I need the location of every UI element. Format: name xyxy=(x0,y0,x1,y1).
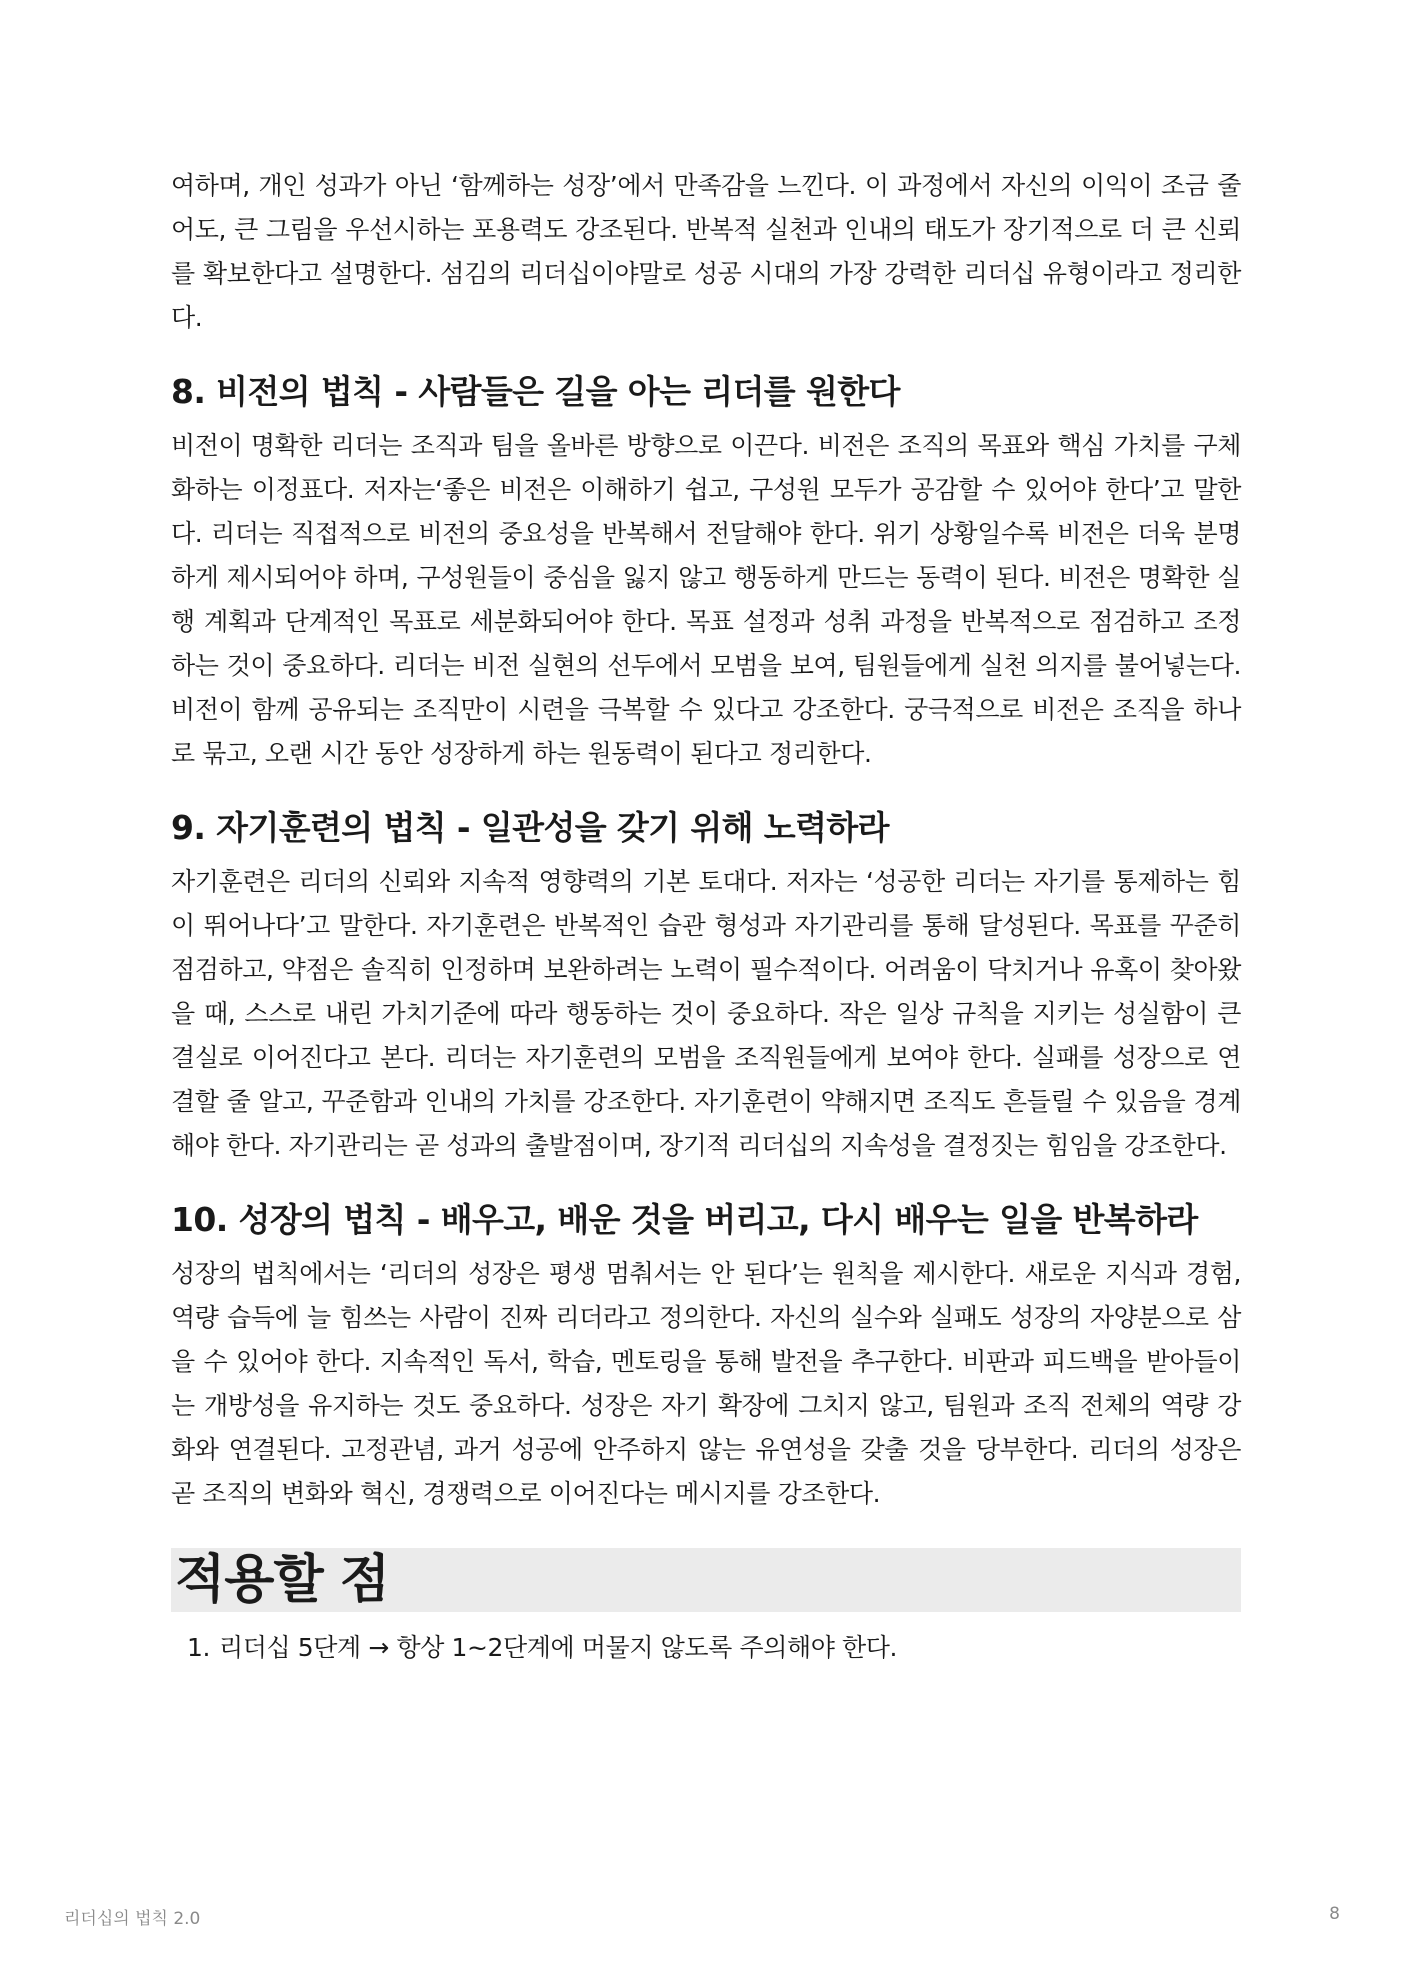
section-heading-self-discipline: 9. 자기훈련의 법칙 - 일관성을 갖기 위해 노력하라 xyxy=(171,808,889,847)
footer-page-number: 8 xyxy=(1329,1904,1340,1924)
section-heading-growth: 10. 성장의 법칙 - 배우고, 배운 것을 버리고, 다시 배우는 일을 반복하라 xyxy=(171,1200,1198,1239)
section-body-vision: 비전이 명확한 리더는 조직과 팀을 올바른 방향으로 이끈다. 비전은 조직의 목표와 핵심 가치를 구체화하는 이정표다. 저자는‘좋은 비전은 이해하기 쉽고, 구성원 모두가 공감할 수 있어야 한다’고 말한다. 리더는 직접적으로 비전의 중요성을 반복해서 전달해야 한다. 위기 상황일수록 비전은 더욱 분명하게 제시되어야 하며, 구성원들이 중심을 잃지 않고 행동하게 만드는 동력이 된다. 비전은 명확한 실행 계획과 단계적인 목표로 세분화되어야 한다. 목표 설정과 성취 과정을 반복적으로 점검하고 조정하는 것이 중요하다. 리더는 비전 실현의 선두에서 모범을 보여, 팀원들에게 실천 의지를 불어넣는다. 비전이 함께 공유되는 조직만이 시련을 극복할 수 있다고 강조한다. 궁극적으로 비전은 조직을 하나로 묶고, 오랜 시간 동안 성장하게 하는 원동력이 된다고 정리한다. xyxy=(171,431,1241,768)
apply-heading: 적용할 점 xyxy=(171,1548,1241,1612)
section-body-growth: 성장의 법칙에서는 ‘리더의 성장은 평생 멈춰서는 안 된다’는 원칙을 제시한다. 새로운 지식과 경험, 역량 습득에 늘 힘쓰는 사람이 진짜 리더라고 정의한다. 자신의 실수와 실패도 성장의 자양분으로 삼을 수 있어야 한다. 지속적인 독서, 학습, 멘토링을 통해 발전을 추구한다. 비판과 피드백을 받아들이는 개방성을 유지하는 것도 중요하다. 성장은 자기 확장에 그치지 않고, 팀원과 조직 전체의 역량 강화와 연결된다. 고정관념, 과거 성공에 안주하지 않는 유연성을 갖출 것을 당부한다. 리더의 성장은 곧 조직의 변화와 혁신, 경쟁력으로 이어진다는 메시지를 강조한다. xyxy=(171,1259,1241,1508)
footer-book-title: 리더십의 법칙 2.0 xyxy=(64,1909,201,1929)
list-item-number: 1. xyxy=(187,1633,211,1662)
list-item xyxy=(171,1626,1241,1670)
list-item-text: 리더십 5단계 → 항상 1~2단계에 머물지 않도록 주의해야 한다. xyxy=(219,1633,898,1662)
document-body xyxy=(171,164,1241,1670)
section-heading-vision: 8. 비전의 법칙 - 사람들은 길을 아는 리더를 원한다 xyxy=(171,372,900,411)
apply-list xyxy=(171,1626,1241,1670)
intro-paragraph: 여하며, 개인 성과가 아닌 ‘함께하는 성장’에서 만족감을 느낀다. 이 과정에서 자신의 이익이 조금 줄어도, 큰 그림을 우선시하는 포용력도 강조된다. 반복적 실천과 인내의 태도가 장기적으로 더 큰 신뢰를 확보한다고 설명한다. 섬김의 리더십이야말로 성공 시대의 가장 강력한 리더십 유형이라고 정리한다. xyxy=(171,171,1241,332)
section-body-self-discipline: 자기훈련은 리더의 신뢰와 지속적 영향력의 기본 토대다. 저자는 ‘성공한 리더는 자기를 통제하는 힘이 뛰어나다’고 말한다. 자기훈련은 반복적인 습관 형성과 자기관리를 통해 달성된다. 목표를 꾸준히 점검하고, 약점은 솔직히 인정하며 보완하려는 노력이 필수적이다. 어려움이 닥치거나 유혹이 찾아왔을 때, 스스로 내린 가치기준에 따라 행동하는 것이 중요하다. 작은 일상 규칙을 지키는 성실함이 큰 결실로 이어진다고 본다. 리더는 자기훈련의 모범을 조직원들에게 보여야 한다. 실패를 성장으로 연결할 줄 알고, 꾸준함과 인내의 가치를 강조한다. 자기훈련이 약해지면 조직도 흔들릴 수 있음을 경계해야 한다. 자기관리는 곧 성과의 출발점이며, 장기적 리더십의 지속성을 결정짓는 힘임을 강조한다. xyxy=(171,867,1241,1160)
